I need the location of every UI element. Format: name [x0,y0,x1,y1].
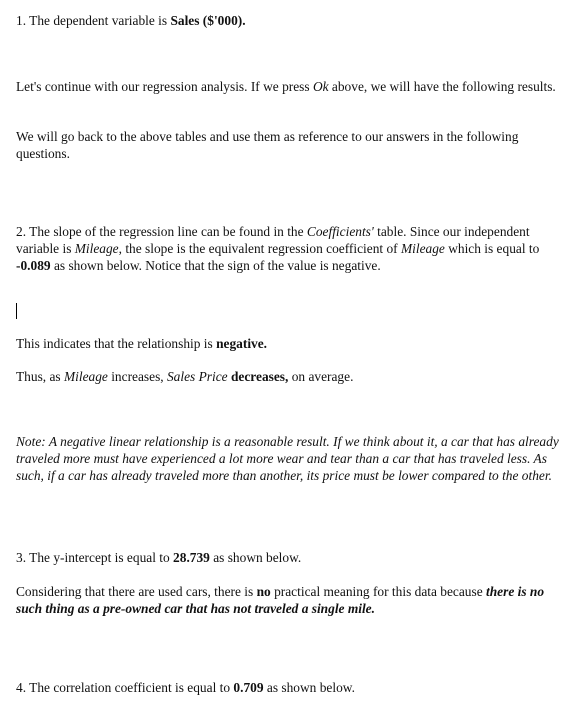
question-1 [16,12,572,29]
dependent-variable: Sales ($'000). [170,13,246,28]
thus-text-d: on average. [288,369,354,384]
q2-text-d: which is equal to [444,241,540,256]
relationship-text: This indicates that the relationship is [16,336,217,351]
relationship-type: negative. [216,336,268,351]
sales-price-term: Sales Price [166,369,228,384]
no-such-thing-statement: there is no such thing as a pre-owned car that has not traveled a single mile. [16,584,545,616]
thus-text-b: increases, [107,369,167,384]
reference-text: We will go back to the above tables and use them as reference to our answers in the following questions. [16,129,519,161]
mileage-term: Mileage [400,241,445,256]
intro-paragraph [16,78,572,95]
mileage-term: Mileage [74,241,119,256]
note-paragraph [16,433,572,484]
intro-text-2: above, we will have the following results. [328,79,556,94]
considering-text-a: Considering that there are used cars, there is [16,584,257,599]
q2-text-a: 2. The slope of the regression line can be found in the [16,224,307,239]
reference-paragraph [16,128,572,162]
question-3-text: 3. The y-intercept is equal to [16,550,174,565]
ok-term: Ok [312,79,329,94]
question-4 [16,679,572,696]
question-3-rest: as shown below. [209,550,302,565]
intro-text-1: Let's continue with our regression analysis. If we press [16,79,313,94]
considering-text-b: practical meaning for this data because [270,584,487,599]
thus-paragraph [16,368,572,385]
correlation-value: 0.709 [233,680,264,695]
note-text: Note: A negative linear relationship is a reasonable result. If we think about it, a car that has already traveled more must have experienced a lot more wear and tear than a car that has traveled less. As such, if a car has already traveled more than another, its price must be lower compared to the other. [16,434,559,483]
question-4-text: 4. The correlation coefficient is equal to [16,680,234,695]
q2-text-c: , the slope is the equivalent regression coefficient of [118,241,401,256]
y-intercept-value: 28.739 [173,550,210,565]
no-term: no [256,584,271,599]
decreases-term: decreases, [230,369,289,384]
slope-value: -0.089 [16,258,51,273]
q2-text-b: table. Since our independent variable is [16,224,530,256]
mileage-term: Mileage [63,369,108,384]
considering-paragraph [16,583,572,617]
text-cursor [16,303,17,319]
question-2 [16,223,572,274]
question-1-text: 1. The dependent variable is [16,13,171,28]
q2-text-e: as shown below. Notice that the sign of the value is negative. [50,258,381,273]
question-3 [16,549,572,566]
coefficients-term: Coefficients' [306,224,374,239]
thus-text-a: Thus, as [16,369,64,384]
relationship-paragraph [16,335,572,352]
question-4-rest: as shown below. [263,680,355,695]
